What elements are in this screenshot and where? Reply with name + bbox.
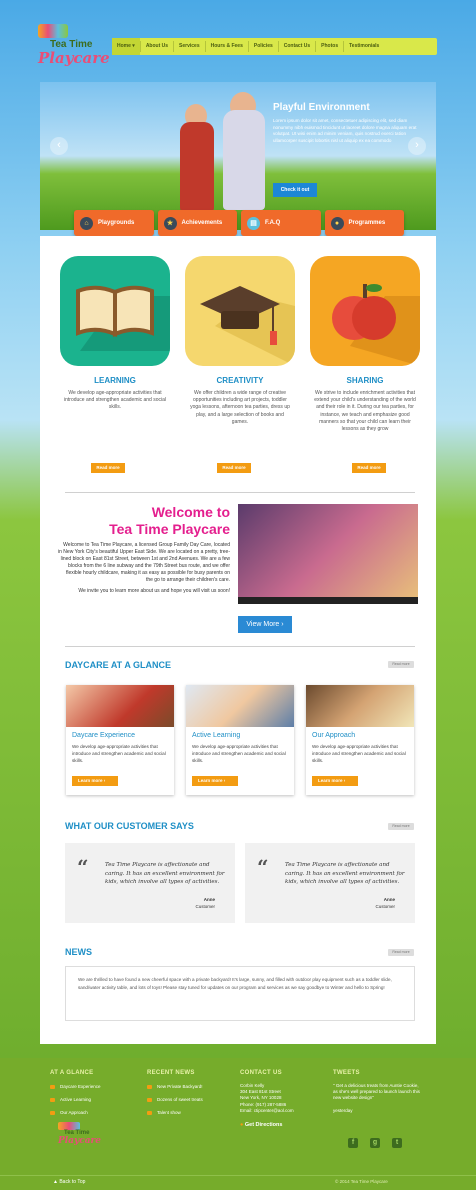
graduation-cap-icon — [185, 256, 295, 366]
nav-hours-fees[interactable]: Hours & Fees — [210, 43, 243, 49]
footer-tweets — [333, 1070, 423, 1114]
learn-more-button[interactable]: Learn more › — [72, 776, 118, 786]
footer-link[interactable]: Daycare Experience — [50, 1084, 101, 1089]
testimonial-text: Tea Time Playcare is affectionate and caring. It has an excellent environment for kids, which involve all types of activities. — [105, 862, 225, 885]
read-more-button[interactable]: Read more — [217, 463, 251, 473]
footer-link[interactable]: Dozens of sweet treats — [147, 1097, 203, 1102]
card-title: Our Approach — [312, 732, 356, 739]
facebook-icon[interactable]: f — [348, 1138, 358, 1148]
house-icon: ⌂ — [80, 217, 93, 230]
content-panel — [40, 236, 436, 1044]
contact-line: Corbin Kelly — [240, 1083, 265, 1088]
hero-slider — [40, 82, 436, 230]
slider-title: Playful Environment — [273, 102, 370, 113]
view-more-button[interactable]: View More › — [238, 616, 292, 633]
card-image — [66, 685, 174, 727]
slider-text: Lorem ipsum dolor sit amet, consectetuer adipiscing elit, sed diam nonummy nibh euismod tincidunt ut laoreet dolore magna aliquam erat volutpat. Ut wisi enim ad minim veniam, quis nostrud exerci tation ullamcorper suscipit lobortis nisl ut aliquip ex ea commodo — [273, 118, 417, 143]
nav-services[interactable]: Services — [179, 43, 200, 49]
tab-playgrounds[interactable] — [74, 210, 154, 236]
video-controls[interactable] — [238, 597, 418, 604]
footer-contact — [240, 1070, 294, 1128]
card-title: Active Learning — [192, 732, 241, 739]
feature-text: We strive to include enrichment activities that extend your child's understanding of the world and their role in it. During our tea parties, for instance, we teach and emphasize good manners so that your child can learn their lessons as they grow — [314, 390, 416, 433]
tweet-text: " Get a delicious treats from Auntie Cookie, as she's well prepared to launch launch this new website design" — [333, 1083, 420, 1101]
section-divider — [65, 492, 415, 493]
tab-label: Playgrounds — [98, 220, 135, 226]
card-text: We develop age-appropriate activities that introduce and strengthen academic and social skills. — [192, 744, 286, 763]
testimonial-name: Anne — [383, 897, 395, 902]
site-logo[interactable] — [36, 22, 110, 72]
video-player[interactable] — [238, 504, 418, 604]
nav-contact-us[interactable]: Contact Us — [283, 43, 311, 49]
contact-line: 304 East 81st Street — [240, 1089, 281, 1095]
feature-learning — [60, 256, 170, 412]
chevron-down-icon: ▾ — [132, 43, 135, 49]
get-directions-link[interactable] — [240, 1122, 294, 1128]
footer-link[interactable]: Talent show — [147, 1110, 203, 1115]
arrow-up-icon: ▲ — [53, 1179, 58, 1185]
nav-policies[interactable]: Policies — [253, 43, 273, 49]
copyright: © 2014 Tea Time Playcare — [335, 1179, 388, 1184]
chevron-left-icon[interactable]: ‹ — [50, 137, 68, 155]
quick-tabs — [74, 210, 404, 236]
news-read-more[interactable]: Read more — [388, 949, 414, 956]
card-image — [186, 685, 294, 727]
footer-link[interactable]: Active Learning — [50, 1097, 101, 1102]
footer-heading: AT A GLANCE — [50, 1070, 94, 1076]
footer-link[interactable]: New Private Backyard! — [147, 1084, 203, 1089]
tab-label: Achievements — [181, 220, 223, 226]
testimonial-text: Tea Time Playcare is affectionate and caring. It has an excellent environment for kids, which involve all types of activities. — [285, 862, 405, 885]
read-more-button[interactable]: Read more — [352, 463, 386, 473]
read-more-button[interactable]: Read more — [91, 463, 125, 473]
footer-heading: CONTACT US — [240, 1070, 282, 1076]
nav-home-label: Home — [117, 43, 131, 49]
welcome-subheading: Tea Time Playcare — [109, 521, 230, 537]
card-image — [306, 685, 414, 727]
news-box — [65, 966, 415, 1021]
learn-more-button[interactable]: Learn more › — [312, 776, 358, 786]
tweet-time: yesterday — [333, 1107, 353, 1113]
people-icon: ● — [331, 217, 344, 230]
nav-home[interactable] — [112, 38, 140, 55]
feature-creativity — [185, 256, 295, 426]
glance-read-more[interactable]: Read more — [388, 661, 414, 668]
book-icon — [60, 256, 170, 366]
contact-line: Phone: (917) 287-5886 — [240, 1101, 287, 1107]
apple-icon — [310, 256, 420, 366]
footer-glance — [50, 1070, 101, 1115]
map-pin-icon: ● — [240, 1122, 244, 1129]
card-our-approach — [306, 685, 414, 795]
footer-news — [147, 1070, 203, 1115]
learn-more-button[interactable]: Learn more › — [192, 776, 238, 786]
tab-achievements[interactable] — [158, 210, 238, 236]
news-text: We are thrilled to have found a new cheerful space with a private backyard! It's large, sunny, and filled with outdoor play equipment such as a toddler slide, sand/water activity table, and lots of toys! Please stay tuned for updates on our program and services as we say goodbye to Winter and hello to Spring! — [78, 977, 392, 990]
nav-testimonials[interactable]: Testimonials — [349, 43, 380, 49]
chevron-right-icon[interactable]: › — [408, 137, 426, 155]
card-title: Daycare Experience — [72, 732, 136, 739]
footer-logo[interactable] — [58, 1122, 102, 1152]
footer-heading: RECENT NEWS — [147, 1070, 195, 1076]
feature-title: CREATIVITY — [216, 376, 264, 385]
back-to-top-link[interactable] — [53, 1179, 85, 1185]
testimonials-title: WHAT OUR CUSTOMER SAYS — [65, 821, 194, 831]
document-icon: ▤ — [247, 217, 260, 230]
tab-programmes[interactable] — [325, 210, 405, 236]
teacup-icon — [58, 1122, 80, 1130]
welcome-heading: Welcome to — [151, 504, 230, 520]
footer-heading: TWEETS — [333, 1070, 360, 1076]
main-nav — [112, 38, 437, 55]
logo-line2: Playcare — [38, 49, 110, 67]
feature-text: We develop age-appropriate activities that introduce and strengthen academic and social skills. — [64, 390, 167, 411]
card-text: We develop age-appropriate activities that introduce and strengthen academic and social skills. — [312, 744, 406, 763]
nav-photos[interactable]: Photos — [321, 43, 339, 49]
tab-label: Programmes — [348, 220, 386, 226]
footer-logo-line2: Playcare — [58, 1136, 102, 1146]
section-divider — [65, 646, 415, 647]
contact-line: New York, NY 10028 — [240, 1095, 282, 1101]
child-photo — [223, 110, 265, 210]
footer-bottom-bar — [0, 1175, 476, 1190]
logo-line1: Tea Time — [50, 39, 93, 50]
testimonial-name: Anne — [203, 897, 215, 902]
feature-title: SHARING — [346, 376, 384, 385]
footer-logo-line1: Tea Time — [64, 1130, 90, 1136]
welcome-invite: We invite you to learn more about us and hope you will visit us soon! — [78, 588, 230, 594]
welcome-section — [58, 504, 230, 595]
testimonial-role: Customer — [375, 904, 395, 909]
twitter-icon[interactable]: t — [392, 1138, 402, 1148]
tab-label: F.A.Q — [265, 220, 281, 226]
testimonial-role: Customer — [195, 904, 215, 909]
card-daycare-experience — [66, 685, 174, 795]
google-plus-icon[interactable]: g — [370, 1138, 380, 1148]
testimonial — [245, 843, 415, 923]
footer-link[interactable]: Our Approach — [50, 1110, 101, 1115]
contact-email[interactable]: Email: ctipcenter@aol.com — [240, 1107, 294, 1113]
quote-icon: “ — [77, 855, 89, 879]
nav-about-us[interactable]: About Us — [145, 43, 169, 49]
testimonial — [65, 843, 235, 923]
feature-title: LEARNING — [94, 376, 136, 385]
feature-text: We offer children a wide range of creative opportunities including art projects, toddler yoga lessons, afternoon tea parties, dress up play, and a large selection of books and games. — [190, 390, 290, 425]
card-active-learning — [186, 685, 294, 795]
trophy-icon: ★ — [164, 217, 177, 230]
teacup-icon — [38, 24, 68, 38]
news-title: NEWS — [65, 947, 92, 957]
check-it-out-button[interactable]: Check it out — [273, 183, 317, 197]
site-footer — [0, 1058, 476, 1190]
glance-title: DAYCARE AT A GLANCE — [65, 660, 172, 670]
quote-icon: “ — [257, 855, 269, 879]
tab-faq[interactable] — [241, 210, 321, 236]
back-to-top-label: Back to Top — [59, 1179, 86, 1185]
welcome-text: Welcome to Tea Time Playcare, a licensed Group Family Day Care, located in New York City's beautiful Upper East Side. We are located on a pretty, tree-lined block on East 81st Street, between 1st and 2nd Avenues. We are a few blocks from the 6 line subway and the 79th Street bus route, and we offer flexible hourly childcare, making it as easy as possible for busy parents on the go to arrange their children's care. — [58, 542, 230, 583]
feature-sharing — [310, 256, 420, 433]
testimonials-read-more[interactable]: Read more — [388, 823, 414, 830]
child-photo — [180, 122, 214, 212]
card-text: We develop age-appropriate activities that introduce and strengthen academic and social skills. — [72, 744, 166, 763]
directions-label: Get Directions — [244, 1122, 283, 1129]
